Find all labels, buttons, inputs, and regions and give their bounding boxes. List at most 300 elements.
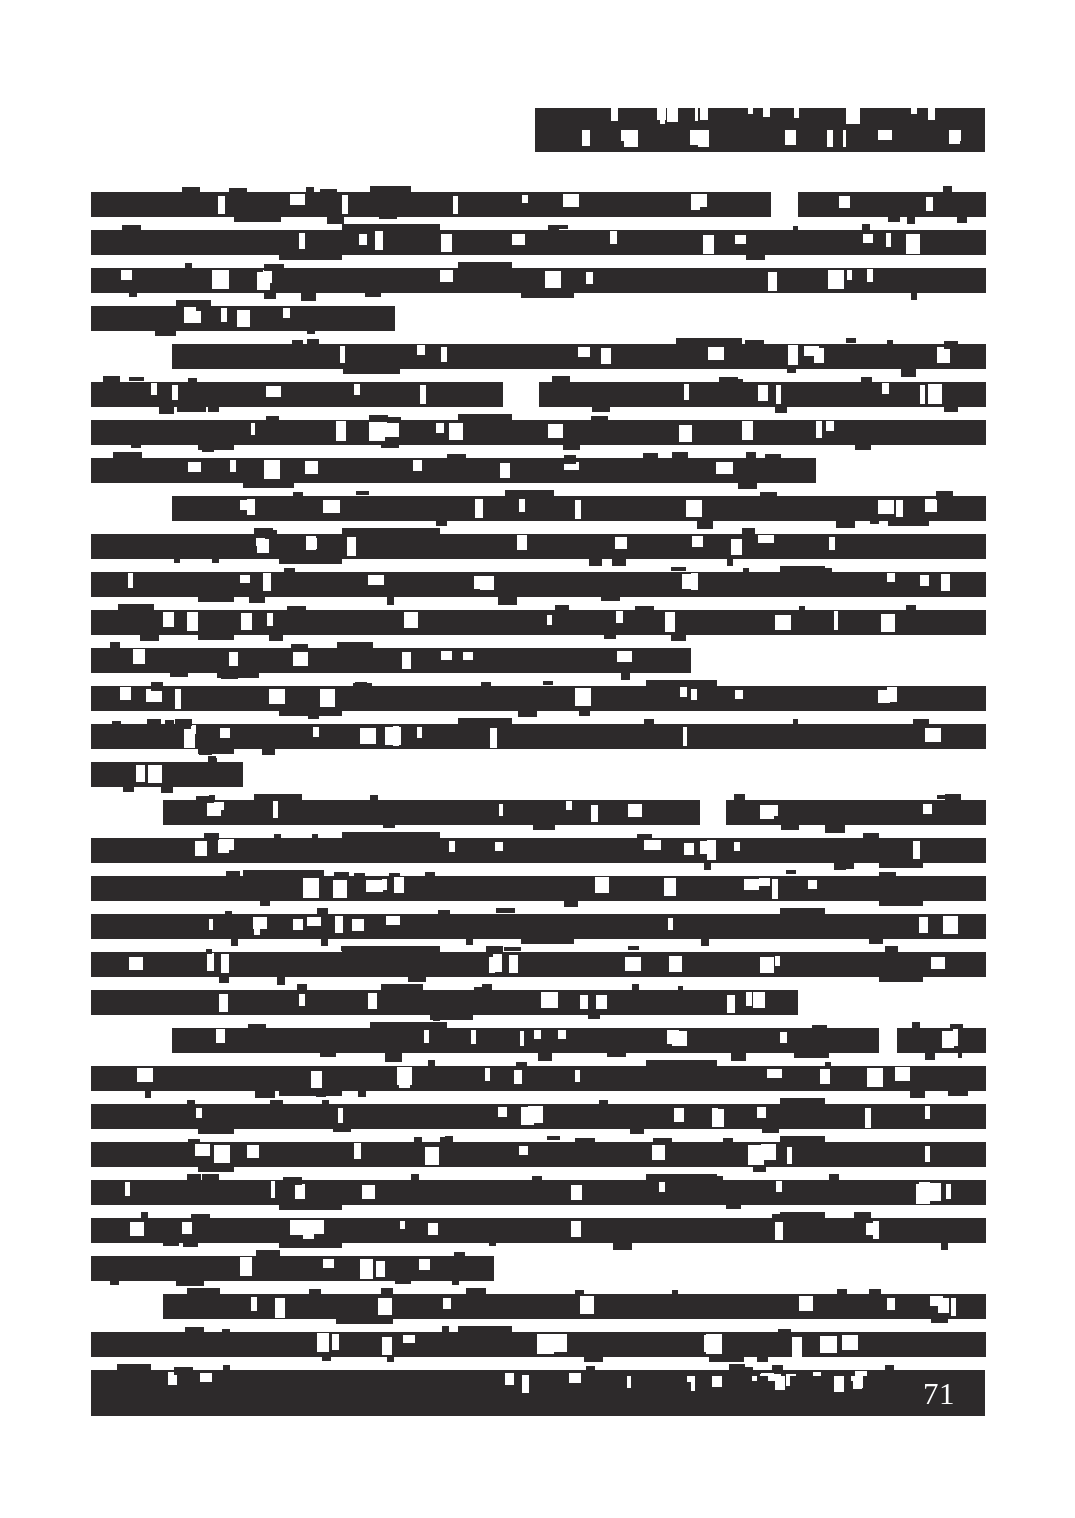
- redaction-gap: [616, 611, 623, 622]
- ink-mark: [387, 1355, 394, 1362]
- redaction-gap: [834, 611, 839, 630]
- ink-mark: [381, 443, 398, 448]
- ink-mark: [913, 719, 929, 725]
- ink-mark: [466, 939, 473, 945]
- ink-mark: [589, 557, 602, 566]
- redaction-gap: [500, 463, 510, 478]
- redaction-gap: [290, 194, 305, 205]
- ink-mark: [948, 1089, 967, 1096]
- redaction-gap: [695, 194, 706, 207]
- ink-mark: [579, 709, 590, 715]
- ink-mark: [607, 1053, 626, 1057]
- redaction-gap: [490, 728, 496, 747]
- redaction-gap: [911, 108, 916, 114]
- ink-mark: [306, 187, 314, 193]
- ink-mark: [516, 1062, 527, 1068]
- redaction-gap: [172, 385, 178, 400]
- ink-mark: [122, 225, 141, 233]
- ink-mark: [206, 1127, 220, 1134]
- ink-mark: [202, 1174, 219, 1182]
- ink-mark: [389, 873, 400, 877]
- ink-mark: [355, 682, 367, 690]
- redaction-gap: [368, 575, 384, 585]
- ink-mark: [518, 711, 537, 717]
- redaction-gap: [267, 613, 273, 626]
- ink-mark: [950, 1024, 963, 1029]
- redaction-gap: [759, 878, 770, 886]
- redacted-text-line: [91, 1136, 986, 1174]
- redaction-gap: [925, 728, 941, 742]
- ink-mark: [334, 872, 349, 878]
- redaction-gap: [687, 1376, 694, 1382]
- ink-mark: [395, 1280, 412, 1285]
- redaction-gap: [887, 573, 895, 581]
- redaction-gap: [937, 347, 950, 363]
- redaction-gap: [949, 130, 960, 144]
- redaction-gap: [683, 727, 688, 746]
- ink-mark: [140, 633, 159, 640]
- redaction-gap: [731, 539, 742, 555]
- redaction-gap: [763, 108, 771, 117]
- ink-mark: [212, 558, 219, 563]
- ink-mark: [333, 1127, 351, 1132]
- ink-mark: [226, 871, 240, 876]
- redaction-gap: [402, 652, 412, 669]
- redaction-gap: [664, 878, 676, 896]
- ink-mark: [746, 254, 765, 260]
- ink-mark: [110, 642, 120, 650]
- redacted-text-line: [91, 452, 986, 490]
- redaction-gap: [735, 235, 746, 244]
- ink-mark: [191, 1214, 210, 1221]
- redaction-gap: [575, 500, 581, 519]
- redaction-gap: [323, 1259, 334, 1268]
- ink-mark: [575, 1138, 595, 1146]
- ink-mark: [504, 947, 521, 952]
- redaction-gap: [548, 424, 562, 437]
- redaction-gap: [708, 347, 724, 361]
- redaction-gap: [906, 234, 920, 253]
- redaction-gap: [691, 689, 696, 700]
- ink-mark: [481, 682, 491, 690]
- ink-mark: [284, 568, 295, 573]
- redaction-gap: [799, 1296, 813, 1311]
- ink-mark: [931, 1318, 949, 1323]
- ink-mark: [793, 226, 799, 230]
- ink-mark: [836, 519, 855, 527]
- redaction-gap: [628, 804, 642, 817]
- redaction-gap: [175, 689, 181, 709]
- ink-mark: [743, 568, 749, 576]
- ink-mark: [823, 568, 832, 574]
- redaction-gap: [839, 196, 850, 209]
- ink-mark: [765, 454, 780, 459]
- redaction-gap: [443, 1298, 451, 1309]
- redaction-gap: [275, 1298, 285, 1317]
- redaction-gap: [382, 1337, 393, 1355]
- redaction-gap: [680, 687, 688, 696]
- redaction-gap: [428, 1223, 438, 1235]
- ink-mark: [316, 1089, 326, 1097]
- redaction-gap: [195, 1144, 210, 1156]
- redaction-gap: [425, 1147, 439, 1165]
- redaction-segment: [91, 648, 691, 673]
- redaction-gap: [311, 1071, 322, 1089]
- ink-mark: [411, 1174, 419, 1182]
- redaction-gap: [808, 880, 817, 889]
- redaction-gap: [580, 995, 588, 1009]
- ink-mark: [613, 1242, 632, 1250]
- ink-mark: [188, 378, 197, 382]
- page-number: 71: [923, 1375, 955, 1411]
- redaction-segment: [91, 1256, 494, 1281]
- ink-mark: [778, 1329, 792, 1333]
- ink-mark: [199, 748, 213, 755]
- redaction-gap: [720, 462, 729, 473]
- redaction-gap: [307, 917, 322, 926]
- running-header-redaction-bar: [535, 108, 985, 152]
- ink-mark: [588, 1015, 600, 1020]
- redaction-gap: [218, 196, 225, 214]
- redaction-segment: [163, 800, 700, 825]
- redaction-gap: [882, 383, 889, 394]
- redaction-gap: [748, 108, 753, 114]
- paragraph: [91, 186, 986, 338]
- redacted-text-line: [91, 376, 986, 414]
- ink-mark: [746, 452, 756, 459]
- ink-mark: [408, 975, 426, 982]
- ink-mark: [198, 300, 210, 306]
- redaction-gap: [420, 385, 426, 404]
- redaction-gap: [867, 269, 874, 282]
- redaction-gap: [263, 573, 271, 591]
- ink-mark: [671, 634, 686, 640]
- ink-mark: [810, 1098, 817, 1103]
- redaction-gap: [264, 460, 279, 479]
- ink-mark: [564, 900, 577, 907]
- redaction-gap: [528, 1106, 542, 1123]
- redaction-gap: [753, 992, 765, 1009]
- redaction-gap: [240, 1257, 252, 1276]
- redaction-gap: [240, 575, 250, 584]
- redaction-gap: [237, 310, 250, 327]
- redaction-gap: [582, 130, 590, 146]
- redaction-gap: [571, 1221, 581, 1237]
- redaction-gap: [382, 879, 388, 890]
- redaction-gap: [684, 384, 690, 400]
- redaction-gap: [669, 956, 682, 972]
- redacted-text-line: [91, 1250, 986, 1288]
- redaction-gap: [690, 130, 704, 145]
- redaction-gap: [863, 234, 873, 243]
- redaction-gap: [385, 421, 399, 436]
- ink-mark: [678, 986, 684, 995]
- redaction-gap: [378, 1298, 393, 1314]
- redacted-text-line: [91, 946, 986, 984]
- ink-mark: [414, 1137, 422, 1146]
- redaction-gap: [187, 612, 199, 631]
- ink-mark: [612, 558, 626, 566]
- redaction-gap: [615, 537, 627, 549]
- ink-mark: [466, 1288, 486, 1295]
- ink-mark: [322, 1356, 331, 1361]
- redaction-gap: [514, 1070, 521, 1084]
- redaction-gap: [886, 233, 891, 247]
- ink-mark: [269, 633, 284, 641]
- ink-mark: [322, 1100, 329, 1106]
- redacted-text-line: [91, 984, 986, 1022]
- body-text-column: [91, 186, 986, 1402]
- redaction-gap: [368, 993, 377, 1009]
- ink-mark: [341, 946, 351, 951]
- ink-mark: [723, 1138, 733, 1142]
- redaction-gap: [125, 1182, 131, 1195]
- redaction-gap: [347, 537, 355, 556]
- ink-mark: [936, 491, 953, 500]
- redaction-gap: [463, 652, 473, 661]
- ink-mark: [671, 567, 685, 571]
- ink-mark: [183, 1243, 198, 1247]
- redaction-gap: [441, 651, 452, 660]
- ink-mark: [187, 1174, 202, 1182]
- redaction-gap: [772, 879, 778, 899]
- redaction-gap: [684, 843, 695, 855]
- redaction-segment: [91, 990, 798, 1015]
- ink-mark: [187, 1100, 195, 1105]
- ink-mark: [291, 644, 308, 652]
- redaction-gap: [820, 1336, 836, 1353]
- ink-mark: [812, 1025, 828, 1033]
- ink-mark: [182, 187, 200, 191]
- redaction-gap: [742, 421, 754, 440]
- ink-mark: [292, 340, 302, 346]
- ink-mark: [401, 834, 418, 842]
- ink-mark: [320, 189, 336, 197]
- redaction-gap: [601, 348, 612, 365]
- ink-mark: [288, 1205, 297, 1210]
- redaction-gap: [566, 801, 573, 810]
- ink-mark: [145, 1090, 151, 1098]
- redaction-gap: [571, 1185, 582, 1200]
- redaction-gap: [449, 423, 462, 440]
- redaction-gap: [652, 1145, 665, 1160]
- ink-mark: [365, 292, 381, 297]
- redacted-text-line: [91, 490, 986, 528]
- redaction-gap: [775, 1221, 783, 1240]
- ink-mark: [637, 834, 652, 840]
- ink-mark: [248, 1024, 266, 1030]
- redaction-segment: [91, 534, 986, 559]
- redacted-text-line: [91, 300, 986, 338]
- redaction-gap: [299, 994, 305, 1006]
- ink-mark: [474, 987, 492, 991]
- redaction-gap: [263, 270, 272, 283]
- ink-mark: [799, 606, 806, 613]
- redaction-gap: [214, 1145, 229, 1163]
- ink-mark: [129, 377, 144, 381]
- ink-mark: [428, 1060, 435, 1068]
- ink-mark: [438, 910, 450, 914]
- redaction-gap: [881, 614, 895, 631]
- redacted-text-line: [91, 1060, 986, 1098]
- redaction-gap: [360, 1259, 373, 1278]
- redaction-gap: [926, 197, 934, 211]
- redaction-gap: [925, 1183, 940, 1201]
- redaction-segment: [91, 572, 986, 597]
- ink-mark: [261, 530, 277, 537]
- redaction-gap: [121, 270, 132, 281]
- redaction-gap: [485, 1068, 491, 1081]
- redaction-gap: [785, 130, 796, 145]
- ink-mark: [563, 443, 580, 450]
- redaction-gap: [474, 576, 486, 589]
- ink-mark: [283, 1177, 302, 1186]
- ink-mark: [196, 796, 214, 803]
- ink-mark: [496, 908, 515, 913]
- ink-mark: [786, 870, 796, 874]
- ink-mark: [584, 1356, 603, 1362]
- redaction-gap: [938, 1298, 949, 1313]
- redaction-gap: [413, 460, 423, 471]
- redacted-text-line: [91, 870, 986, 908]
- redaction-gap: [760, 957, 773, 973]
- ink-mark: [219, 975, 228, 983]
- redaction-gap: [137, 1068, 152, 1082]
- ink-mark: [604, 634, 616, 639]
- ink-mark: [548, 225, 559, 231]
- ink-mark: [486, 946, 503, 954]
- redacted-text-line: [91, 1288, 986, 1326]
- ink-mark: [775, 407, 787, 413]
- redaction-gap: [317, 1333, 329, 1352]
- ink-mark: [378, 189, 390, 198]
- redaction-gap: [340, 346, 345, 363]
- ink-mark: [270, 1100, 283, 1106]
- redaction-gap: [878, 690, 890, 703]
- running-footer-redaction-bar: [615, 1376, 885, 1406]
- redaction-gap: [375, 231, 384, 250]
- ink-mark: [887, 340, 893, 345]
- redaction-gap: [129, 957, 144, 970]
- redacted-text-line: [91, 832, 986, 870]
- redaction-gap: [323, 500, 340, 514]
- redaction-gap: [493, 953, 502, 972]
- redaction-gap: [517, 535, 528, 550]
- ink-mark: [753, 1166, 766, 1172]
- redaction-gap: [665, 612, 675, 632]
- ink-mark: [726, 1205, 741, 1209]
- redaction-gap: [672, 1031, 687, 1046]
- redaction-gap: [706, 1334, 722, 1354]
- redaction-gap: [195, 841, 207, 856]
- redaction-gap: [128, 573, 133, 588]
- ink-mark: [327, 217, 343, 224]
- redacted-text-line: [91, 756, 986, 794]
- ink-mark: [854, 1212, 870, 1218]
- redaction-gap: [775, 615, 792, 630]
- redaction-gap: [928, 384, 942, 404]
- redaction-gap: [758, 535, 774, 543]
- redaction-gap: [682, 574, 698, 589]
- ink-mark: [944, 341, 958, 349]
- redaction-gap: [842, 1335, 858, 1350]
- redaction-gap: [692, 536, 703, 547]
- ink-mark: [484, 263, 491, 269]
- redaction-gap: [148, 765, 162, 782]
- redacted-text-line: [91, 186, 986, 224]
- redaction-gap: [775, 1376, 785, 1390]
- redaction-gap: [946, 1184, 951, 1199]
- ink-mark: [255, 1091, 275, 1098]
- redaction-gap: [700, 108, 708, 120]
- ink-mark: [910, 1091, 924, 1098]
- redaction-gap: [520, 1031, 525, 1046]
- ink-mark: [358, 1090, 366, 1097]
- ink-mark: [885, 946, 898, 952]
- ink-mark: [730, 379, 743, 388]
- redaction-gap: [362, 1185, 376, 1200]
- redaction-gap: [627, 1376, 632, 1388]
- ink-mark: [110, 1281, 119, 1285]
- redaction-gap: [498, 1107, 507, 1117]
- redaction-gap: [385, 727, 401, 745]
- redaction-segment: [91, 686, 986, 711]
- ink-mark: [112, 721, 121, 725]
- redaction-gap: [591, 805, 598, 822]
- redaction-gap: [257, 539, 269, 553]
- redaction-gap: [712, 1109, 724, 1128]
- redaction-gap: [336, 421, 346, 441]
- ink-mark: [855, 444, 872, 450]
- redaction-gap: [941, 574, 950, 591]
- redaction-gap: [644, 840, 661, 850]
- ink-mark: [383, 824, 395, 828]
- redaction-gap: [913, 841, 920, 860]
- redaction-gap: [419, 1259, 430, 1270]
- ink-mark: [543, 681, 554, 686]
- ink-mark: [267, 794, 277, 799]
- redaction-gap: [578, 347, 590, 356]
- redaction-gap: [668, 918, 673, 931]
- ink-mark: [175, 719, 192, 726]
- redaction-gap: [519, 499, 525, 512]
- redaction-gap: [130, 1222, 144, 1236]
- redaction-gap: [293, 652, 308, 666]
- ink-mark: [452, 1281, 459, 1285]
- ink-mark: [287, 606, 306, 610]
- ink-mark: [772, 1214, 789, 1222]
- redaction-gap: [611, 108, 618, 121]
- ink-mark: [141, 1212, 148, 1220]
- ink-mark: [369, 415, 387, 422]
- redaction-gap: [660, 108, 664, 124]
- ink-mark: [208, 406, 219, 412]
- redaction-gap: [953, 1029, 958, 1046]
- redaction-gap: [625, 957, 642, 971]
- ink-mark: [601, 596, 620, 602]
- redaction-segment: [172, 1028, 879, 1053]
- redaction-gap: [283, 308, 290, 318]
- redaction-gap: [305, 461, 317, 474]
- ink-mark: [208, 758, 217, 763]
- ink-mark: [532, 1176, 542, 1181]
- redaction-gap: [534, 1030, 541, 1039]
- redaction-gap: [240, 500, 253, 509]
- redaction-gap: [843, 130, 846, 147]
- redaction-gap: [744, 879, 759, 890]
- redaction-segment: [91, 1218, 986, 1243]
- redaction-gap: [878, 500, 894, 514]
